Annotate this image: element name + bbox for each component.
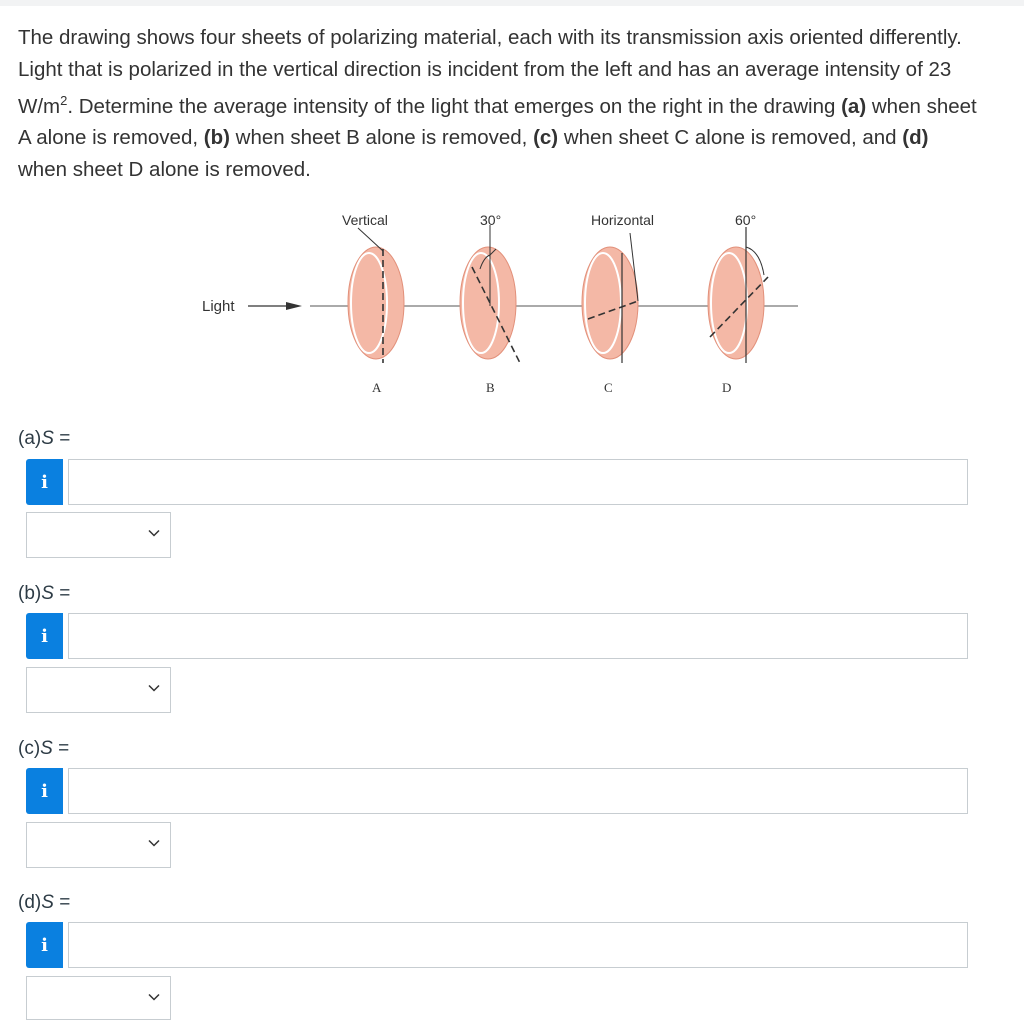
info-button[interactable] (26, 459, 63, 505)
problem-text-part: when sheet B alone is removed, (229, 126, 534, 150)
unit-select-b[interactable] (26, 667, 171, 713)
chevron-down-icon (148, 991, 160, 1003)
info-icon: i (41, 934, 48, 956)
answer-input-c[interactable] (68, 768, 968, 814)
info-button[interactable] (26, 613, 63, 659)
label-30-degrees: 30° (480, 212, 502, 228)
sheet-c (582, 233, 638, 363)
top-divider (0, 0, 1024, 6)
part-d-tag: (d) (902, 126, 929, 150)
chevron-down-icon (148, 682, 160, 694)
label-horizontal: Horizontal (591, 212, 655, 228)
problem-text-part: The drawing shows four sheets of polarizing material, each with its transmission axis oriented differently. Light that is polarized in the vertical direction is incident from the left and has an average intensity of 23 W/m (18, 26, 962, 118)
chevron-down-icon (148, 837, 160, 849)
unit-select-a[interactable] (26, 512, 171, 558)
info-icon: i (41, 471, 48, 493)
sheet-a (348, 228, 404, 363)
light-label: Light (202, 298, 235, 315)
part-a-label: (a)S = (18, 428, 71, 449)
info-icon: i (41, 780, 48, 802)
label-vertical: Vertical (342, 212, 388, 228)
sheet-label-a: A (372, 380, 382, 395)
problem-text-part: when sheet A alone is removed, (18, 94, 977, 150)
sheet-b (460, 225, 520, 363)
sheet-d (708, 227, 768, 363)
answer-input-b[interactable] (68, 613, 968, 659)
polarizer-figure (190, 195, 820, 405)
polarizer-diagram (190, 195, 820, 400)
problem-text (18, 22, 978, 185)
unit-exponent: 2 (60, 93, 68, 108)
problem-text-part: when sheet C alone is removed, and (558, 126, 903, 150)
problem-text-part: when sheet D alone is removed. (18, 157, 311, 181)
sheet-label-b: B (486, 380, 495, 395)
answer-input-d[interactable] (68, 922, 968, 968)
part-d-label: (d)S = (18, 892, 71, 913)
part-a-tag: (a) (841, 94, 867, 118)
part-b-label: (b)S = (18, 583, 71, 604)
part-b-tag: (b) (203, 126, 230, 150)
part-c-tag: (c) (533, 126, 559, 150)
info-button[interactable] (26, 922, 63, 968)
label-60-degrees: 60° (735, 212, 757, 228)
unit-select-c[interactable] (26, 822, 171, 868)
sheet-label-c: C (604, 380, 613, 395)
info-button[interactable] (26, 768, 63, 814)
chevron-down-icon (148, 527, 160, 539)
part-c-label: (c)S = (18, 738, 70, 759)
problem-text-part: . Determine the average intensity of the light that emerges on the right in the drawing (67, 94, 842, 118)
answer-input-a[interactable] (68, 459, 968, 505)
sheet-label-d: D (722, 380, 732, 395)
unit-select-d[interactable] (26, 976, 171, 1020)
light-arrow-head (286, 302, 302, 310)
info-icon: i (41, 625, 48, 647)
